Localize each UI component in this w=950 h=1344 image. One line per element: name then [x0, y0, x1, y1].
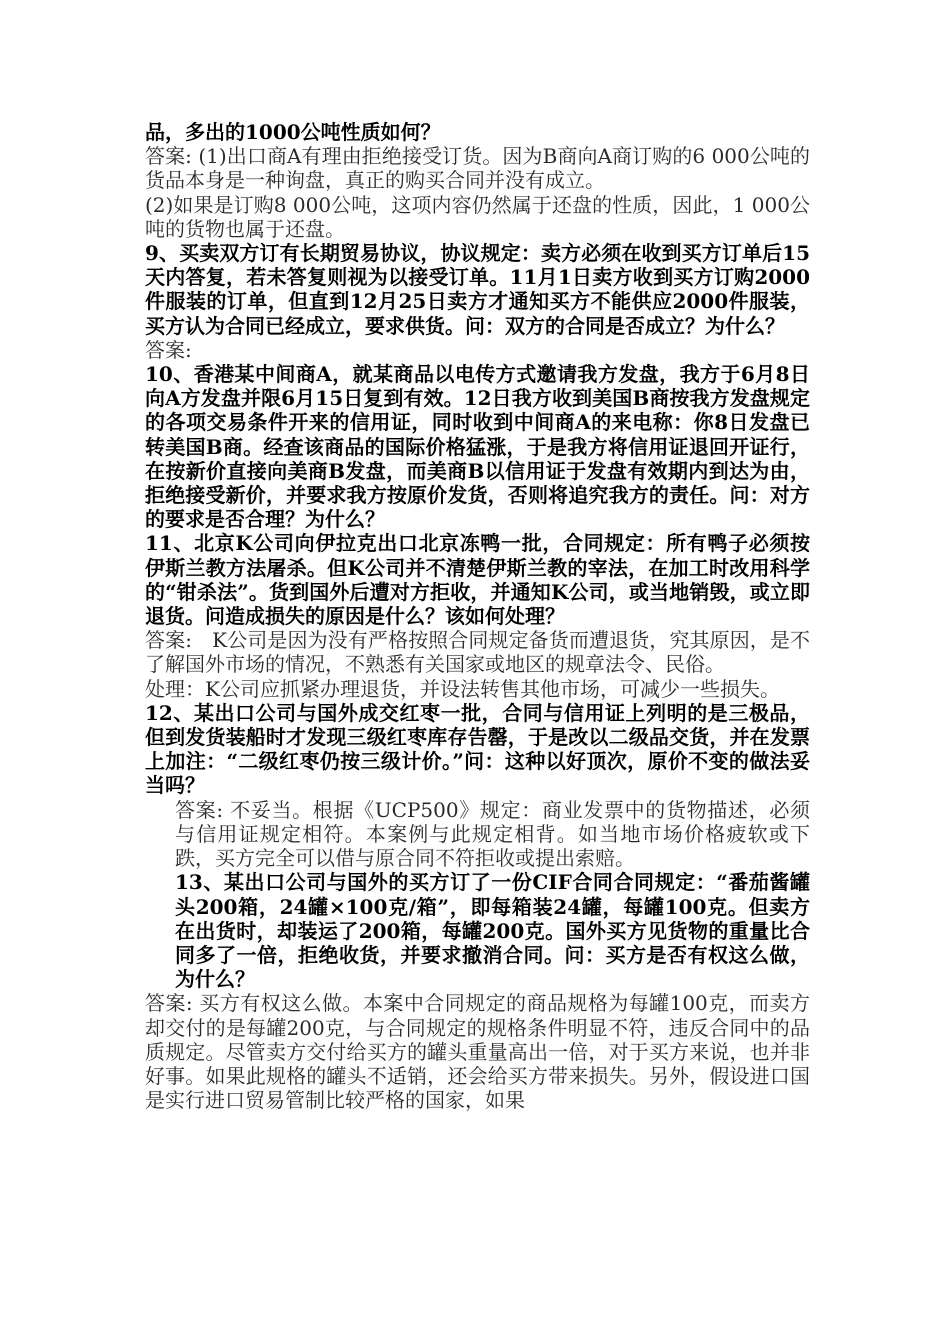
- answer-8-part-2: (2)如果是订购8 000公吨，这项内容仍然属于还盘的性质，因此，1 000公吨的货物也属于还盘。: [145, 192, 810, 241]
- answer-11: 答案: K公司是因为没有严格按照合同规定备货而遭退货，究其原因，是不了解国外市场的情况，不熟悉有关国家或地区的规章法令、民俗。: [145, 628, 810, 677]
- answer-13: 答案: 买方有权这么做。本案中合同规定的商品规格为每罐100克，而卖方却交付的是每罐200克，与合同规定的规格条件明显不符，违反合同中的品质规定。尽管卖方交付给买方的罐头重量高出一倍，对于买方来说，也并非好事。如果此规格的罐头不适销，还会给买方带来损失。另外，假设进口国是实行进口贸易管制比较严格的国家，如果: [145, 991, 810, 1113]
- document-page: [145, 120, 810, 1112]
- answer-8-part-1: 答案: (1)出口商A有理由拒绝接受订货。因为B商向A商订购的6 000公吨的货品本身是一种询盘，真正的购买合同并没有成立。: [145, 144, 810, 193]
- answer-9: 答案:: [145, 337, 192, 362]
- question-11: 11、北京K公司向伊拉克出口北京冻鸭一批，合同规定：所有鸭子必须按伊斯兰教方法屠杀。但K公司并不清楚伊斯兰教的宰法，在加工时改用科学的“钳杀法”。货到国外后遭对方拒收，并通知K公司，或当地销毁，或立即退货。问造成损失的原因是什么？该如何处理？: [145, 531, 810, 629]
- question-13: 13、某出口公司与国外的买方订了一份CIF合同合同规定：“番茄酱罐头200箱，24罐×100克/箱”，即每箱装24罐，每罐100克。但卖方在出货时，却装运了200箱，每罐200克。国外买方见货物的重量比合同多了一倍，拒绝收货，并要求撤消合同。问：买方是否有权这么做，为什么？: [175, 870, 810, 992]
- answer-12: 答案: 不妥当。根据《UCP500》规定：商业发票中的货物描述，必须与信用证规定相符。本案例与此规定相背。如当地市场价格疲软或下跌，买方完全可以借与原合同不符拒收或提出索赔。: [175, 797, 810, 871]
- question-8-tail: 品，多出的1000公吨性质如何？: [145, 120, 441, 144]
- question-9: 9、买卖双方订有长期贸易协议，协议规定：卖方必须在收到买方订单后15天内答复，若未答复则视为以接受订单。11月1日卖方收到买方订购2000件服装的订单，但直到12月25日卖方才通知买方不能供应2000件服装，买方认为合同已经成立，要求供货。问：双方的合同是否成立？为什么？: [145, 241, 810, 338]
- question-12: 12、某出口公司与国外成交红枣一批，合同与信用证上列明的是三极品，但到发货装船时才发现三级红枣库存告罄，于是改以二级品交货，并在发票上加注：“二级红枣仍按三级计价。”问：这种以好顶次，原价不变的做法妥当吗？: [145, 700, 810, 798]
- question-10: 10、香港某中间商A，就某商品以电传方式邀请我方发盘，我方于6月8日向A方发盘并限6月15日复到有效。12日我方收到美国B商按我方发盘规定的各项交易条件开来的信用证，同时收到中间商A的来电称：你8日发盘已转美国B商。经查该商品的国际价格猛涨，于是我方将信用证退回开证行，在按新价直接向美商B发盘，而美商B以信用证于发盘有效期内到达为由，拒绝接受新价，并要求我方按原价发货，否则将追究我方的责任。问：对方的要求是否合理？为什么？: [145, 362, 810, 532]
- answer-11-handling: 处理：K公司应抓紧办理退货，并设法转售其他市场，可减少一些损失。: [145, 676, 780, 701]
